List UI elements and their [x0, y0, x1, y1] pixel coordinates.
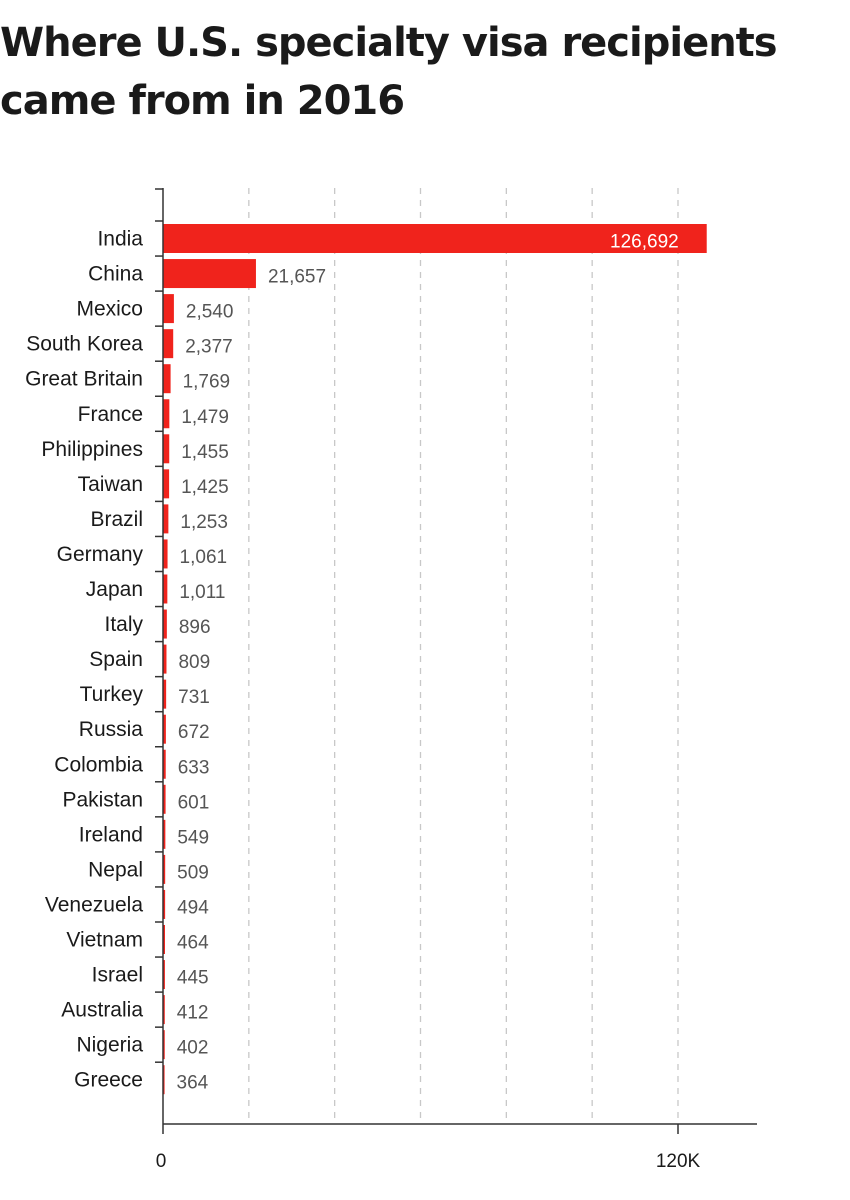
value-label-great-britain: 1,769: [182, 371, 231, 393]
category-label-japan: Japan: [85, 578, 143, 601]
category-label-australia: Australia: [61, 998, 143, 1022]
bar-great-britain: [163, 364, 171, 393]
bar-mexico: [163, 294, 174, 323]
category-label-colombia: Colombia: [54, 753, 143, 777]
category-label-philippines: Philippines: [41, 437, 143, 461]
gridlines: [249, 188, 678, 1124]
bar-taiwan: [163, 469, 169, 498]
value-label-nigeria: 402: [176, 1037, 209, 1059]
category-label-mexico: Mexico: [76, 297, 143, 321]
bar-france: [163, 399, 169, 428]
value-label-israel: 445: [176, 967, 209, 989]
category-label-israel: Israel: [91, 963, 143, 987]
value-label-france: 1,479: [181, 406, 229, 428]
value-label-philippines: 1,455: [181, 441, 229, 463]
category-label-turkey: Turkey: [79, 683, 143, 707]
bar-brazil: [163, 504, 168, 533]
category-label-taiwan: Taiwan: [77, 472, 143, 496]
value-label-turkey: 731: [178, 687, 210, 709]
category-label-ireland: Ireland: [78, 823, 143, 847]
category-label-spain: Spain: [89, 648, 143, 672]
bars: [163, 224, 707, 1094]
value-label-italy: 896: [178, 617, 211, 639]
value-label-taiwan: 1,425: [181, 476, 229, 498]
category-label-pakistan: Pakistan: [62, 788, 143, 812]
labels: [25, 228, 700, 1173]
bar-china: [163, 259, 256, 288]
category-label-greece: Greece: [74, 1068, 143, 1092]
category-label-india: India: [97, 227, 143, 251]
value-label-south-korea: 2,377: [185, 336, 233, 358]
value-label-brazil: 1,253: [180, 511, 228, 533]
value-label-vietnam: 464: [176, 932, 209, 954]
value-label-pakistan: 601: [177, 792, 210, 814]
value-label-ireland: 549: [177, 827, 210, 849]
category-label-nigeria: Nigeria: [76, 1033, 143, 1057]
x-tick-label-120000: 120K: [655, 1151, 701, 1172]
category-label-russia: Russia: [78, 718, 143, 742]
axes: [155, 188, 757, 1134]
category-label-venezuela: Venezuela: [44, 893, 143, 917]
value-label-spain: 809: [178, 652, 211, 674]
category-label-great-britain: Great Britain: [25, 367, 143, 391]
value-label-india: 126,692: [610, 231, 679, 253]
value-label-australia: 412: [176, 1002, 209, 1024]
category-label-south-korea: South Korea: [26, 332, 143, 356]
category-label-vietnam: Vietnam: [66, 928, 143, 952]
category-label-china: China: [88, 262, 143, 286]
category-label-brazil: Brazil: [90, 507, 143, 531]
value-label-mexico: 2,540: [185, 301, 234, 323]
value-label-japan: 1,011: [179, 582, 226, 603]
value-label-colombia: 633: [177, 757, 210, 779]
value-label-china: 21,657: [267, 266, 327, 288]
value-label-nepal: 509: [177, 862, 209, 884]
value-label-germany: 1,061: [179, 546, 228, 568]
x-tick-label-0: 0: [155, 1151, 167, 1172]
category-label-germany: Germany: [56, 542, 143, 566]
value-label-russia: 672: [177, 722, 210, 744]
category-label-italy: Italy: [104, 613, 143, 637]
category-label-nepal: Nepal: [88, 858, 143, 882]
bar-philippines: [163, 434, 169, 463]
value-label-greece: 364: [176, 1072, 209, 1094]
chart-title: Where U.S. specialty visa recipients came from in 2016: [0, 20, 777, 124]
bar-south-korea: [163, 329, 173, 358]
value-label-venezuela: 494: [177, 897, 209, 919]
category-label-france: France: [77, 402, 143, 426]
